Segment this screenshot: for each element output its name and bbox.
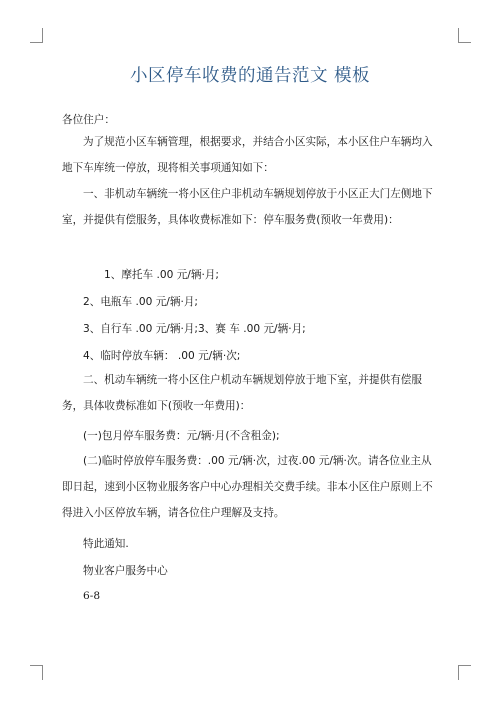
crop-mark-bottom-left — [30, 665, 43, 680]
fee-item-3: 3、自行车 .00 元/辆·月;3、赛 车 .00 元/辆·月; — [83, 323, 306, 335]
signature: 物业客户服务中心 — [83, 565, 168, 577]
crop-mark-top-right — [458, 28, 471, 43]
fee-sub-2: (二)临时停放停车服务费：.00 元/辆·次，过夜.00 元/辆·次。请各位业主从即日起，速到小区物业服务客户中心办理相关交费手续。非本小区住户原则上不得进入小区停放车辆，请各位住户理解及支持。 — [62, 455, 433, 519]
crop-mark-bottom-right — [458, 665, 471, 680]
salutation: 各位住户： — [62, 114, 115, 126]
date: 6-8 — [83, 590, 101, 602]
paragraph-non-motor: 一、非机动车辆统一将小区住户非机动车辆规划停放于小区正大门左侧地下室，并提供有偿服务，具体收费标准如下：停车服务费(预收一年费用)： — [62, 188, 433, 226]
closing-note: 特此通知. — [83, 538, 129, 550]
crop-mark-top-left — [30, 28, 43, 43]
paragraph-motor: 二、机动车辆统一将小区住户机动车辆规划停放于地下室，并提供有偿服务，具体收费标准如下(预收一年费用)： — [62, 374, 422, 412]
fee-item-4: 4、临时停放车辆： .00 元/辆·次; — [83, 350, 241, 362]
fee-item-2: 2、电瓶车 .00 元/辆·月; — [83, 296, 198, 308]
paragraph-intro: 为了规范小区车辆管理，根据要求，并结合小区实际，本小区住户车辆均入地下车库统一停放，现将相关事项通知如下： — [62, 136, 433, 174]
document-title: 小区停车收费的通告范文 模板 — [129, 66, 371, 86]
fee-sub-1: (一)包月停车服务费：元/辆·月(不含租金); — [83, 430, 280, 442]
fee-item-1: 1、摩托车 .00 元/辆·月; — [104, 269, 219, 281]
